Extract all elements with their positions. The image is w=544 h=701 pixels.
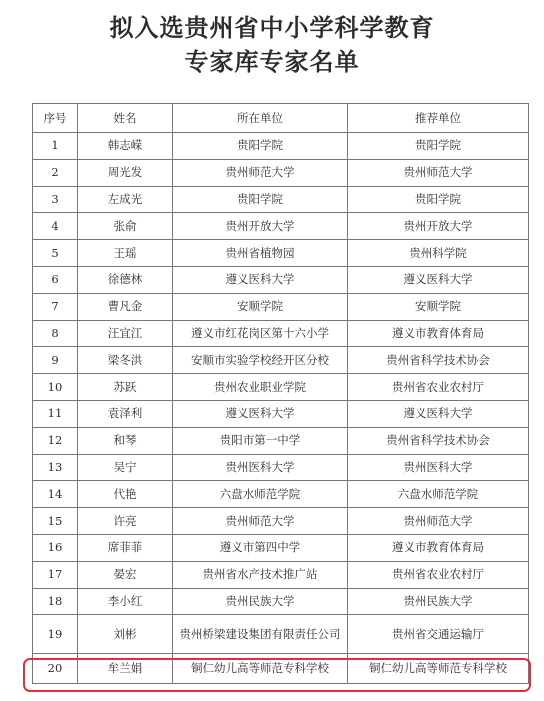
table-row bbox=[33, 534, 529, 561]
cell-index: 7 bbox=[33, 293, 78, 320]
cell-index: 19 bbox=[33, 615, 78, 654]
cell-recommender: 铜仁幼儿高等师范专科学校 bbox=[348, 654, 529, 684]
cell-index: 8 bbox=[33, 320, 78, 347]
header-name: 姓名 bbox=[78, 104, 173, 133]
cell-name: 苏跃 bbox=[78, 374, 173, 401]
cell-index: 17 bbox=[33, 561, 78, 588]
table-row bbox=[33, 159, 529, 186]
cell-recommender: 贵州科学院 bbox=[348, 240, 529, 267]
table-row bbox=[33, 186, 529, 213]
cell-recommender: 贵州医科大学 bbox=[348, 454, 529, 481]
cell-employer: 贵阳学院 bbox=[173, 133, 348, 160]
cell-employer: 安顺学院 bbox=[173, 293, 348, 320]
table-row bbox=[33, 588, 529, 615]
cell-recommender: 遵义市教育体育局 bbox=[348, 534, 529, 561]
cell-recommender: 贵州开放大学 bbox=[348, 213, 529, 240]
header-index: 序号 bbox=[33, 104, 78, 133]
cell-name: 晏宏 bbox=[78, 561, 173, 588]
table-row bbox=[33, 213, 529, 240]
cell-index: 14 bbox=[33, 481, 78, 508]
cell-employer: 贵州省植物园 bbox=[173, 240, 348, 267]
table-row bbox=[33, 133, 529, 160]
cell-employer: 贵州开放大学 bbox=[173, 213, 348, 240]
cell-employer: 贵州医科大学 bbox=[173, 454, 348, 481]
document-title-line1: 拟入选贵州省中小学科学教育 bbox=[109, 14, 435, 42]
cell-name: 刘彬 bbox=[78, 615, 173, 654]
table-row bbox=[33, 454, 529, 481]
document-title-line2: 专家库专家名单 bbox=[184, 48, 360, 76]
cell-recommender: 遵义医科大学 bbox=[348, 266, 529, 293]
cell-recommender: 贵州省科学技术协会 bbox=[348, 427, 529, 454]
cell-recommender: 贵阳学院 bbox=[348, 133, 529, 160]
cell-name: 徐德林 bbox=[78, 266, 173, 293]
cell-employer: 遵义市红花岗区第十六小学 bbox=[173, 320, 348, 347]
cell-recommender: 贵州省交通运输厅 bbox=[348, 615, 529, 654]
cell-index: 5 bbox=[33, 240, 78, 267]
cell-recommender: 贵阳学院 bbox=[348, 186, 529, 213]
cell-name: 周光发 bbox=[78, 159, 173, 186]
cell-name: 袁泽利 bbox=[78, 400, 173, 427]
cell-recommender: 贵州省科学技术协会 bbox=[348, 347, 529, 374]
cell-employer: 铜仁幼儿高等师范专科学校 bbox=[173, 654, 348, 684]
cell-index: 16 bbox=[33, 534, 78, 561]
cell-employer: 六盘水师范学院 bbox=[173, 481, 348, 508]
table-row bbox=[33, 615, 529, 654]
cell-index: 1 bbox=[33, 133, 78, 160]
cell-index: 3 bbox=[33, 186, 78, 213]
table-row bbox=[33, 266, 529, 293]
cell-recommender: 贵州省农业农村厅 bbox=[348, 374, 529, 401]
cell-name: 韩志嵘 bbox=[78, 133, 173, 160]
cell-index: 18 bbox=[33, 588, 78, 615]
cell-recommender: 安顺学院 bbox=[348, 293, 529, 320]
cell-index: 20 bbox=[33, 654, 78, 684]
cell-name: 牟兰娟 bbox=[78, 654, 173, 684]
cell-name: 曹凡金 bbox=[78, 293, 173, 320]
cell-index: 15 bbox=[33, 508, 78, 535]
cell-index: 13 bbox=[33, 454, 78, 481]
cell-employer: 贵州省水产技术推广站 bbox=[173, 561, 348, 588]
cell-index: 9 bbox=[33, 347, 78, 374]
cell-name: 汪宜江 bbox=[78, 320, 173, 347]
cell-recommender: 贵州民族大学 bbox=[348, 588, 529, 615]
cell-index: 2 bbox=[33, 159, 78, 186]
header-recommender: 推荐单位 bbox=[348, 104, 529, 133]
table-row bbox=[33, 293, 529, 320]
cell-name: 梁冬洪 bbox=[78, 347, 173, 374]
table-row bbox=[33, 374, 529, 401]
table-row bbox=[33, 427, 529, 454]
cell-employer: 贵州民族大学 bbox=[173, 588, 348, 615]
cell-recommender: 遵义医科大学 bbox=[348, 400, 529, 427]
table-row bbox=[33, 400, 529, 427]
cell-employer: 贵州桥梁建设集团有限责任公司 bbox=[173, 615, 348, 654]
cell-name: 吴宁 bbox=[78, 454, 173, 481]
table-row bbox=[33, 347, 529, 374]
cell-recommender: 贵州师范大学 bbox=[348, 159, 529, 186]
cell-name: 和琴 bbox=[78, 427, 173, 454]
cell-recommender: 贵州师范大学 bbox=[348, 508, 529, 535]
cell-employer: 遵义医科大学 bbox=[173, 400, 348, 427]
cell-employer: 遵义市第四中学 bbox=[173, 534, 348, 561]
cell-name: 代艳 bbox=[78, 481, 173, 508]
cell-name: 席菲菲 bbox=[78, 534, 173, 561]
table-row bbox=[33, 508, 529, 535]
cell-name: 左成光 bbox=[78, 186, 173, 213]
table-row bbox=[33, 240, 529, 267]
cell-index: 6 bbox=[33, 266, 78, 293]
cell-employer: 贵州农业职业学院 bbox=[173, 374, 348, 401]
cell-name: 张俞 bbox=[78, 213, 173, 240]
expert-list-table bbox=[32, 103, 529, 684]
cell-index: 4 bbox=[33, 213, 78, 240]
table-row bbox=[33, 320, 529, 347]
table-row bbox=[33, 481, 529, 508]
cell-index: 10 bbox=[33, 374, 78, 401]
cell-name: 王瑶 bbox=[78, 240, 173, 267]
cell-index: 11 bbox=[33, 400, 78, 427]
cell-name: 李小红 bbox=[78, 588, 173, 615]
cell-employer: 遵义医科大学 bbox=[173, 266, 348, 293]
cell-employer: 安顺市实验学校经开区分校 bbox=[173, 347, 348, 374]
header-employer: 所在单位 bbox=[173, 104, 348, 133]
cell-recommender: 贵州省农业农村厅 bbox=[348, 561, 529, 588]
cell-employer: 贵州师范大学 bbox=[173, 159, 348, 186]
cell-employer: 贵州师范大学 bbox=[173, 508, 348, 535]
cell-recommender: 六盘水师范学院 bbox=[348, 481, 529, 508]
table-header-row bbox=[33, 104, 529, 133]
cell-recommender: 遵义市教育体育局 bbox=[348, 320, 529, 347]
cell-employer: 贵阳市第一中学 bbox=[173, 427, 348, 454]
cell-index: 12 bbox=[33, 427, 78, 454]
highlight-box-row-20 bbox=[23, 658, 531, 692]
table-row bbox=[33, 561, 529, 588]
cell-name: 许亮 bbox=[78, 508, 173, 535]
cell-employer: 贵阳学院 bbox=[173, 186, 348, 213]
